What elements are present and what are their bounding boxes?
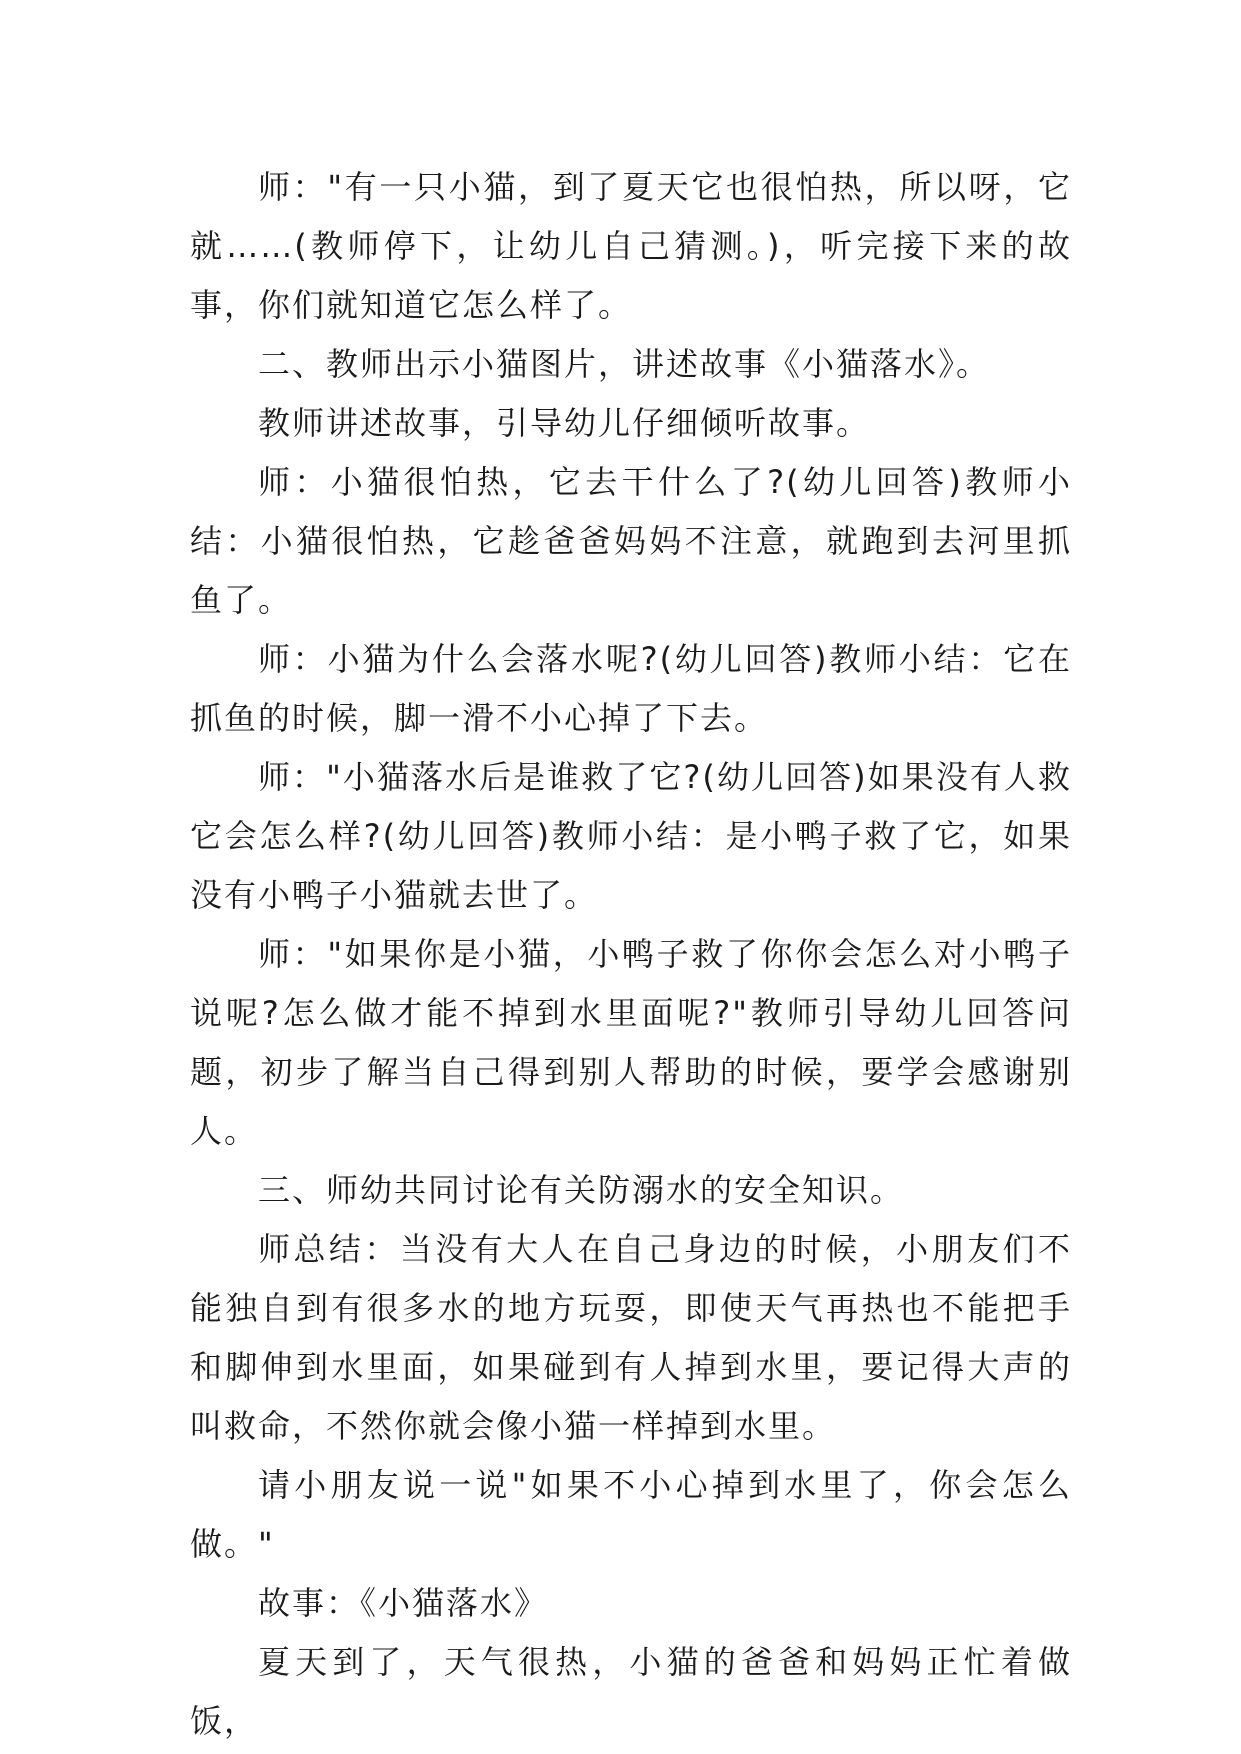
paragraph-question-what-did-cat-do: 师：小猫很怕热，它去干什么了?(幼儿回答)教师小结：小猫很怕热，它趁爸爸妈妈不注意，就跑到去河里抓鱼了。 — [190, 463, 1072, 619]
paragraph-question-who-saved: 师："小猫落水后是谁救了它?(幼儿回答)如果没有人救它会怎么样?(幼儿回答)教师小结：是小鸭子救了它，如果没有小鸭子小猫就去世了。 — [190, 758, 1072, 914]
paragraph-question-if-you-were-cat: 师："如果你是小猫，小鸭子救了你你会怎么对小鸭子说呢?怎么做才能不掉到水里面呢?"教师引导幼儿回答问题，初步了解当自己得到别人帮助的时候，要学会感谢别人。 — [190, 935, 1072, 1150]
paragraph-teacher-summary: 师总结：当没有大人在自己身边的时候，小朋友们不能独自到有很多水的地方玩耍，即使天气再热也不能把手和脚伸到水里面，如果碰到有人掉到水里，要记得大声的叫救命，不然你就会像小猫一样掉到水里。 — [190, 1230, 1072, 1445]
paragraph-section-two-heading: 二、教师出示小猫图片，讲述故事《小猫落水》。 — [258, 345, 991, 383]
paragraph-teacher-tells-story: 教师讲述故事，引导幼儿仔细倾听故事。 — [258, 404, 871, 442]
paragraph-section-three-heading: 三、师幼共同讨论有关防溺水的安全知识。 — [258, 1171, 905, 1209]
paragraph-story-opening: 夏天到了，天气很热，小猫的爸爸和妈妈正忙着做饭， — [190, 1643, 1072, 1740]
document-page — [190, 158, 1072, 1740]
paragraph-question-why-fell: 师：小猫为什么会落水呢?(幼儿回答)教师小结：它在抓鱼的时候，脚一滑不小心掉了下去。 — [190, 640, 1072, 737]
paragraph-story-title: 故事：《小猫落水》 — [258, 1584, 549, 1622]
paragraph-intro-question: 师："有一只小猫，到了夏天它也很怕热，所以呀，它就……(教师停下，让幼儿自己猜测。)，听完接下来的故事，你们就知道它怎么样了。 — [190, 168, 1072, 324]
paragraph-children-discuss: 请小朋友说一说"如果不小心掉到水里了，你会怎么做。" — [190, 1466, 1072, 1563]
